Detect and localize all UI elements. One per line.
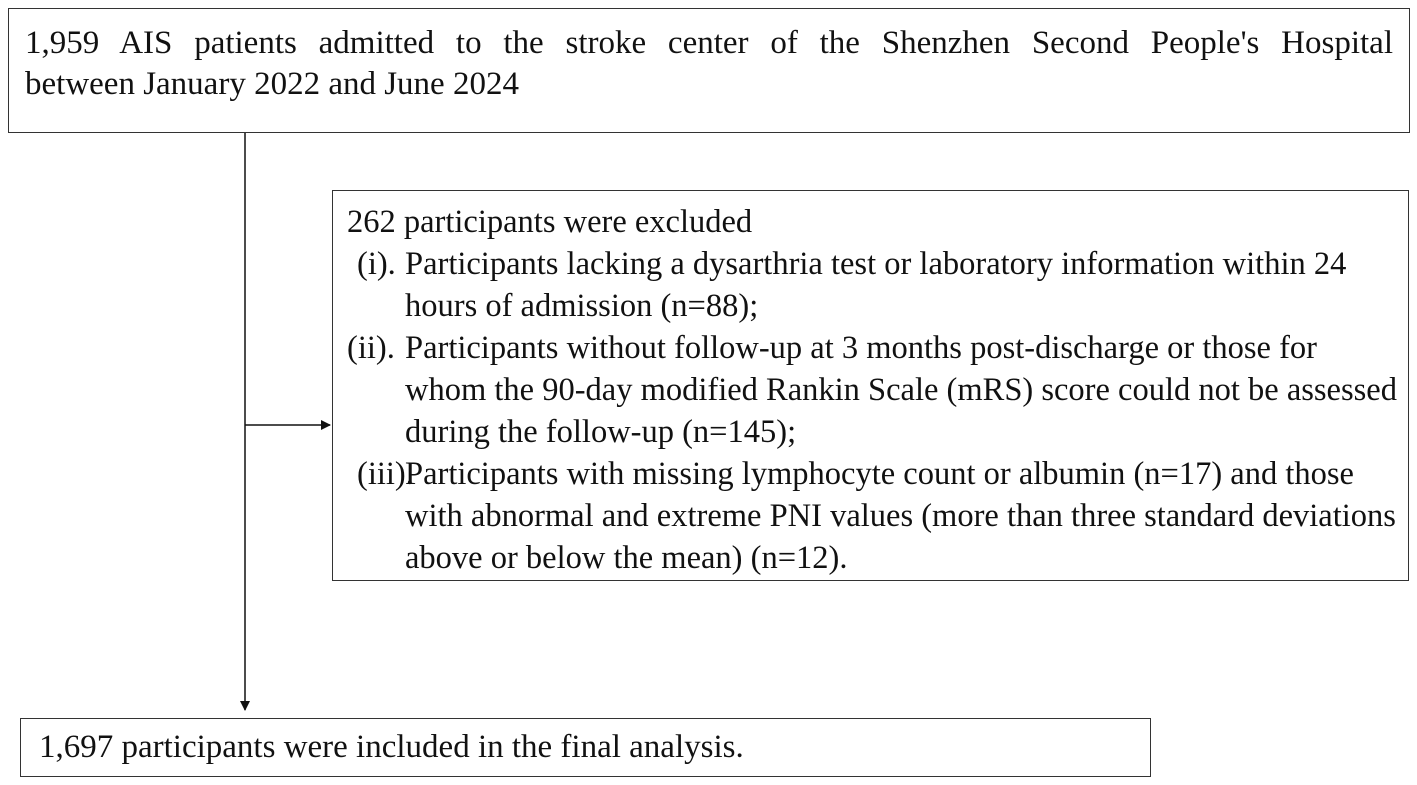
exclusion-criterion-2 — [347, 327, 1398, 453]
exclusion-box — [332, 190, 1409, 581]
criterion-text: Participants lacking a dysarthria test or laboratory information within 24 hours of admission (n=88); — [405, 246, 1347, 324]
final-analysis-box — [20, 718, 1151, 777]
enrollment-text-line1: 1,959 AIS patients admitted to the stroke center of the Shenzhen Second People's Hospital — [25, 25, 1393, 61]
final-analysis-text: 1,697 participants were included in the final analysis. — [39, 729, 744, 765]
enrollment-box — [8, 8, 1410, 133]
enrollment-text-line2: between January 2022 and June 2024 — [25, 66, 519, 102]
exclusion-heading: 262 participants were excluded — [347, 204, 753, 240]
criterion-marker: (ii). — [347, 330, 395, 366]
criterion-text: Participants with missing lymphocyte count or albumin (n=17) and those with abnormal and extreme PNI values (more than three standard deviations above or below the mean) (n=12). — [405, 456, 1396, 576]
exclusion-criterion-3 — [347, 453, 1398, 579]
exclusion-criterion-1 — [347, 243, 1398, 327]
criterion-marker: (iii). — [357, 456, 414, 492]
criterion-marker: (i). — [357, 246, 396, 282]
criterion-text: Participants without follow-up at 3 months post-discharge or those for whom the 90-day modified Rankin Scale (mRS) score could not be assessed during the follow-up (n=145); — [405, 330, 1397, 450]
